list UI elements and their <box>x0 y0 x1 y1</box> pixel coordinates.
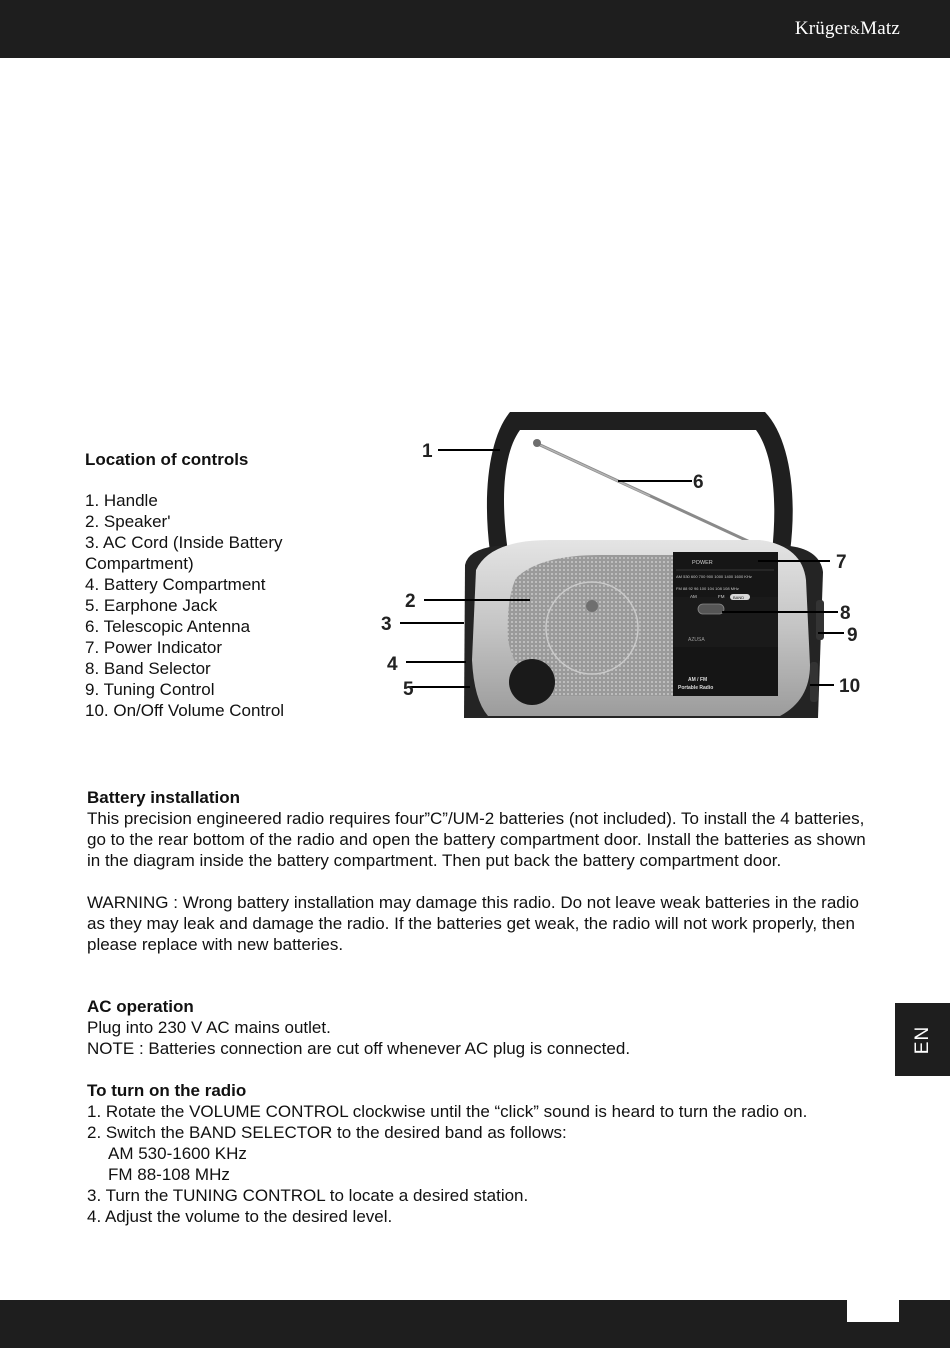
controls-list <box>85 490 345 721</box>
brand-logo: Krüger&Matz <box>794 18 900 39</box>
am-scale: AM 530 600 700 900 1000 1400 1600 KHz <box>676 574 752 579</box>
power-label: POWER <box>692 560 713 566</box>
battery-paragraph: This precision engineered radio requires four”C”/UM-2 batteries (not included). To install the 4 batteries, go to the rear bottom of the radio and open the battery compartment door. Install the batteries as shown in the diagram inside the battery compartment. Then put back the battery compartment door. <box>87 809 866 870</box>
control-item: 7. Power Indicator <box>85 638 223 657</box>
step-3: 3. Turn the TUNING CONTROL to locate a desired station. <box>87 1186 529 1205</box>
ac-title: AC operation <box>87 997 194 1016</box>
callout-6: 6 <box>693 472 704 493</box>
warning-paragraph: WARNING : Wrong battery installation may damage this radio. Do not leave weak batteries in the radio as they may leak and damage the radio. If the batteries get weak, the radio will not work properly, then please replace with new batteries. <box>87 893 859 954</box>
control-item: 3. AC Cord (Inside Battery Compartment) <box>85 533 283 573</box>
callout-8: 8 <box>840 603 851 624</box>
control-item: 6. Telescopic Antenna <box>85 617 251 636</box>
ac-note: NOTE : Batteries connection are cut off whenever AC plug is connected. <box>87 1039 631 1058</box>
radio-diagram <box>370 400 880 730</box>
step-2: 2. Switch the BAND SELECTOR to the desired band as follows: <box>87 1123 567 1142</box>
ac-section <box>87 996 877 1059</box>
fm-label: FM <box>718 594 725 599</box>
earphone-area <box>509 659 555 705</box>
callout-1: 1 <box>422 441 433 462</box>
turn-on-title: To turn on the radio <box>87 1081 247 1100</box>
ac-line: Plug into 230 V AC mains outlet. <box>87 1018 331 1037</box>
control-item: 5. Earphone Jack <box>85 596 218 615</box>
fm-scale: FM 88 92 96 100 104 108 108 MHz <box>676 586 739 591</box>
footer-bar <box>0 1300 950 1348</box>
am-band-line: AM 530-1600 KHz <box>108 1144 247 1163</box>
callout-5: 5 <box>403 679 414 700</box>
model-line-2: Portable Radio <box>678 685 714 691</box>
callout-9: 9 <box>847 625 858 646</box>
radio-brand: AZUSA <box>688 637 705 643</box>
control-item: 9. Tuning Control <box>85 680 215 699</box>
control-item: 1. Handle <box>85 491 158 510</box>
callout-2: 2 <box>405 591 416 612</box>
fm-band-line: FM 88-108 MHz <box>108 1165 230 1184</box>
controls-list-section <box>85 449 345 721</box>
language-tab <box>895 1003 950 1076</box>
page-number-tab <box>847 1300 899 1322</box>
band-switch <box>698 604 724 614</box>
turn-on-section <box>87 1080 877 1227</box>
step-1: 1. Rotate the VOLUME CONTROL clockwise until the “click” sound is heard to turn the radio on. <box>87 1102 808 1121</box>
controls-title: Location of controls <box>85 450 249 469</box>
battery-section <box>87 787 877 955</box>
header-bar <box>0 0 950 58</box>
step-4: 4. Adjust the volume to the desired level. <box>87 1207 393 1226</box>
callout-10: 10 <box>839 676 861 697</box>
control-item: 10. On/Off Volume Control <box>85 701 285 720</box>
band-label: BAND <box>733 595 745 600</box>
callout-4: 4 <box>387 654 398 675</box>
model-line-1: AM / FM <box>688 677 708 683</box>
battery-title: Battery installation <box>87 788 241 807</box>
am-label: AM <box>690 594 697 599</box>
callout-3: 3 <box>381 614 392 635</box>
control-item: 8. Band Selector <box>85 659 211 678</box>
callout-7: 7 <box>836 552 847 573</box>
volume-knob <box>810 662 818 702</box>
control-item: 2. Speaker' <box>85 512 171 531</box>
control-item: 4. Battery Compartment <box>85 575 266 594</box>
language-label: EN <box>911 1025 933 1054</box>
